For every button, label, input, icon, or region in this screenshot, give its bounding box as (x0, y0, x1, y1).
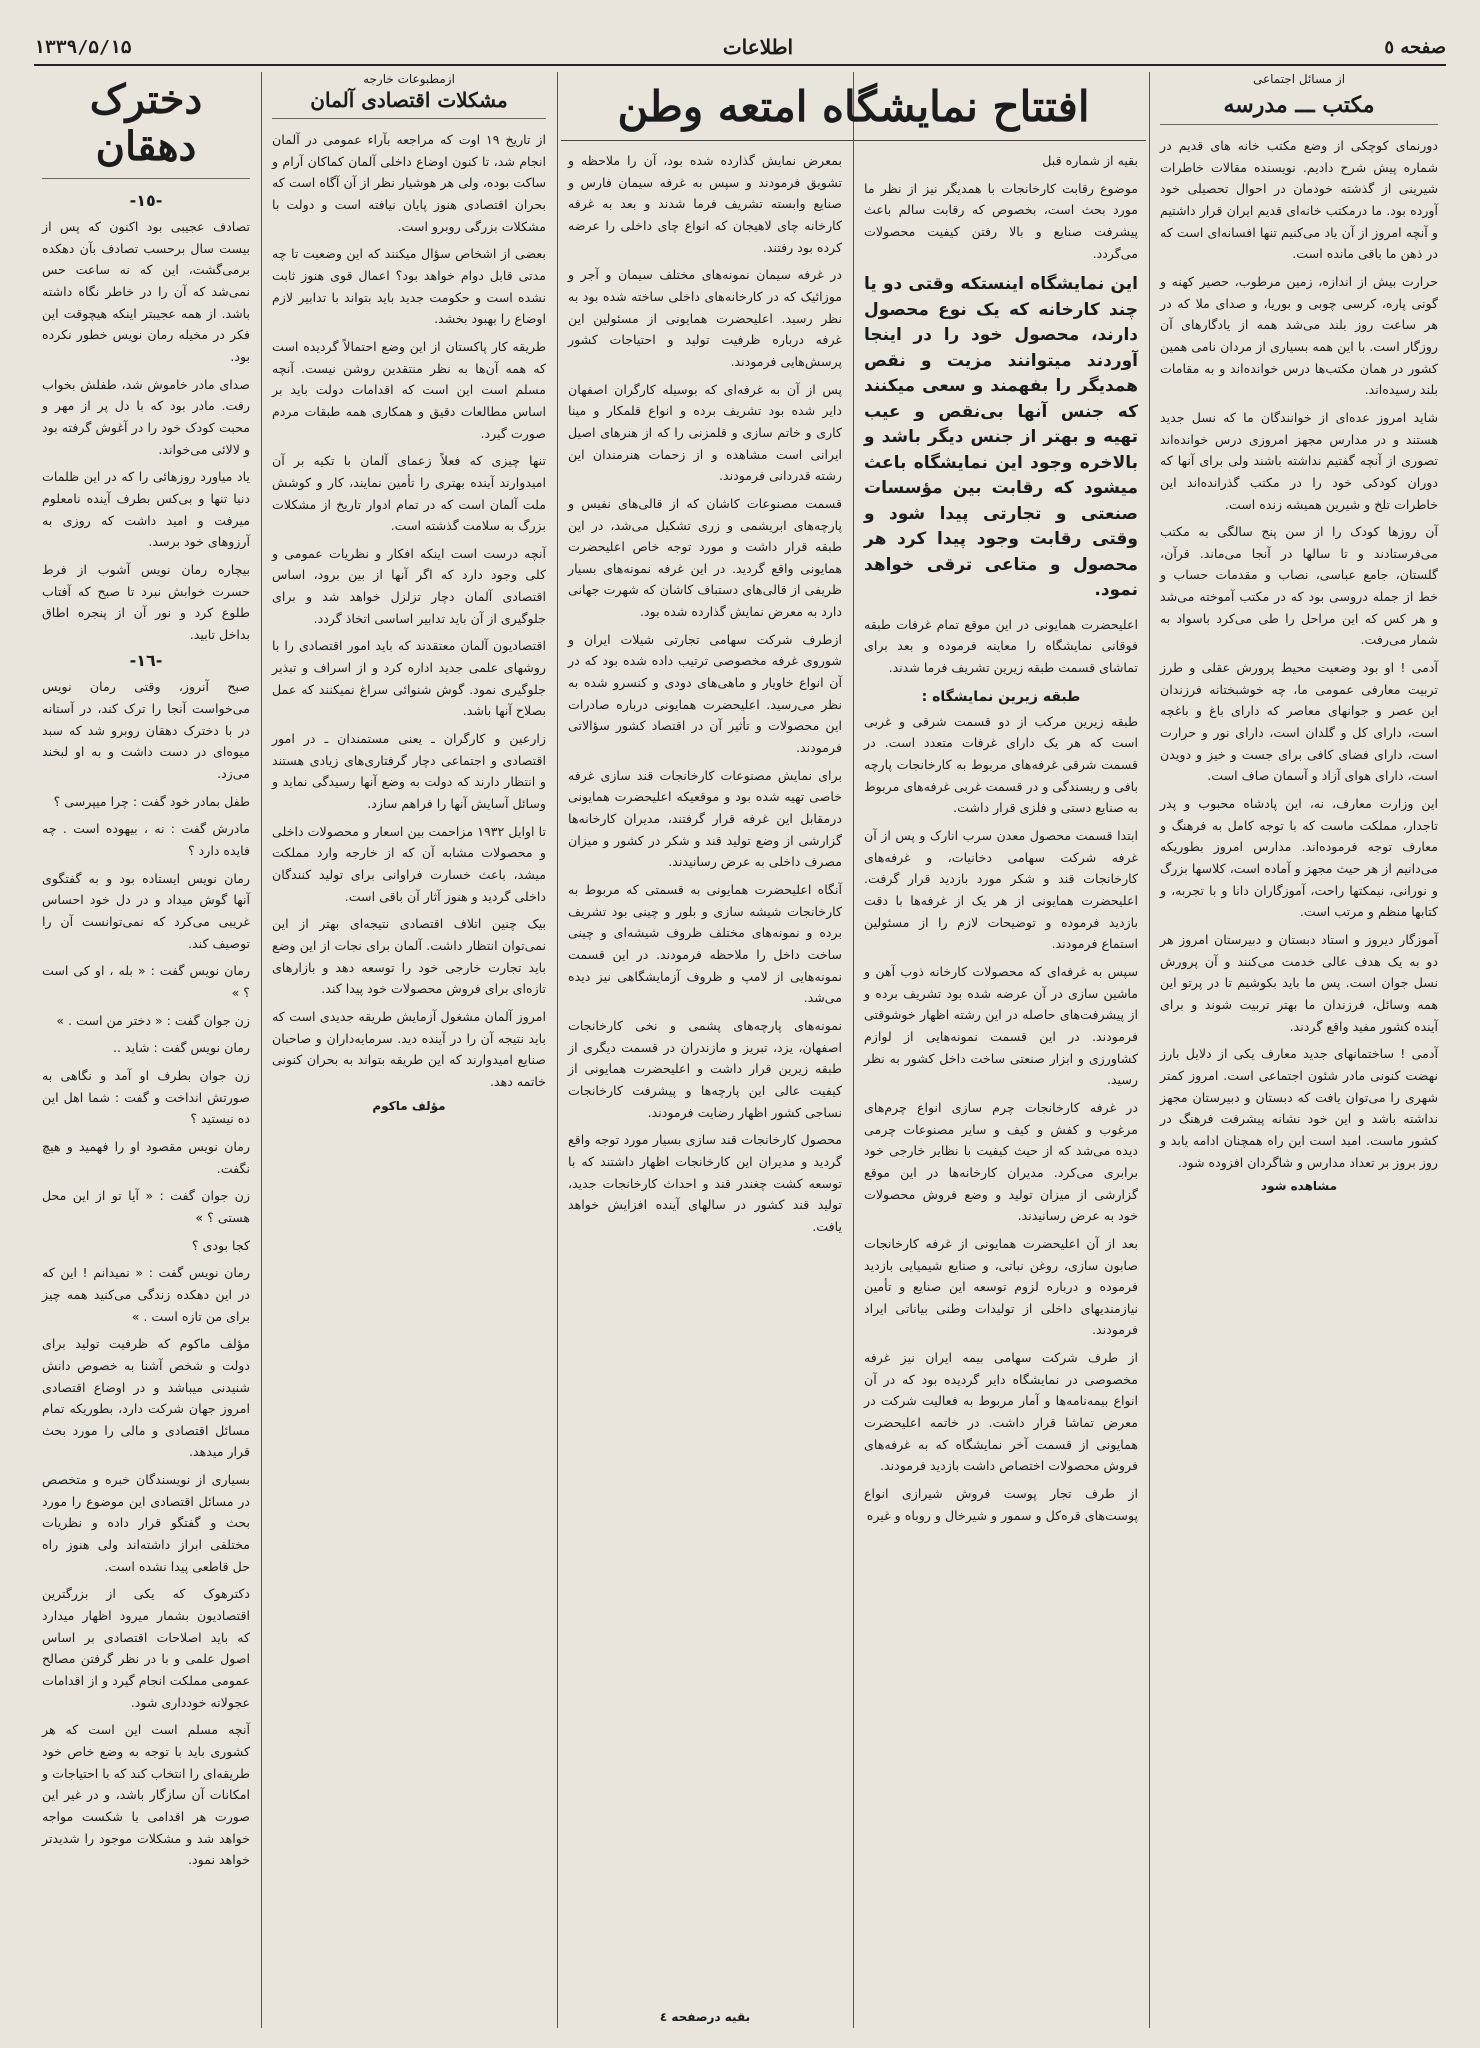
paragraph: آن روزها کودک را از سن پنج سالگی به مکتب می‌فرستادند و تا سالها در آنجا می‌ماند. قرآن، گلستان، جامع عباسی، نصاب و مقدمات حساب و خط از جمله دروسی بود که در مکتب آموخته می‌شد و هر کس که این مراحل را طی می‌کرد باسواد به شمار می‌رفت. (1160, 524, 1438, 648)
paragraph: شاید امروز عده‌ای از خوانندگان ما که نسل جدید هستند و در مدارس مجهز امروزی درس خوانده‌اند تصوری از آنچه گفتیم نداشته باشند ولی برای آنها که دوران کودکی خود را در مکتب گذرانده‌اند این خاطرات تلخ و شیرین همیشه زنده است. (1160, 409, 1438, 512)
paragraph: از طرف شرکت سهامی بیمه ایران نیز غرفه مخصوصی در نمایشگاه دایر گردیده بود که در آن انواع بیمه‌نامه‌ها و آمار مربوط به فعالیت شرکت در معرض تماشا قرار داشت. در خاتمه اعلیحضرت همایونی از قسمت آخر نمایشگاه که به غرفه‌های فروش محصولات اختصاص داشت بازدید فرمودند. (864, 1350, 1138, 1474)
paragraph: آنگاه اعلیحضرت همایونی به قسمتی که مربوط به کارخانجات شیشه سازی و بلور و چینی بود تشریف برده و نمونه‌های مختلف ظروف شیشه‌ای و چینی ساخت داخل را ملاحظه فرمودند. در این قسمت نمونه‌هایی از لامپ و ظروف آزمایشگاهی نیز دیده می‌شد. (568, 882, 842, 1006)
paragraph: آنچه درست است اینکه افکار و نظریات عمومی و کلی وجود دارد که اگر آنها از بین برود، اساس اقتصادی آلمان دچار تزلزل خواهد شد و برای جلوگیری از آن باید تدابیر اساسی اتخاذ گردد. (272, 545, 546, 626)
paragraph: یاد میاورد روزهائی را که در این ظلمات دنیا تنها و بی‌کس بطرف آینده نامعلوم میرفت و امید داشت که روزی به آرزوهای خود برسد. (42, 469, 250, 550)
paragraph: دکترهوک که یکی از بزرگترین اقتصادیون بشمار میرود اظهار میدارد که باید اصلاحات اقتصادی بر اساس اصول علمی و با در نظر گرفتن مصالح عمومی مملکت انجام گیرد و از اقدامات عجولانه خودداری شود. (42, 1586, 250, 1710)
paragraph: بیک چنین اتلاف اقتصادی نتیجه‌ای بهتر از این نمی‌توان انتظار داشت. آلمان برای نجات از این وضع باید تجارت خارجی خود را توسعه دهد و بازارهای تازه‌ای برای فروش محصولات خود پیدا کند. (272, 916, 546, 997)
paragraph: بقیه از شماره قبل (1042, 153, 1138, 168)
paragraph: امروز آلمان مشغول آزمایش طریقه جدیدی است که باید نتیجه آن را در آینده دید. سرمایه‌داران و صاحبان صنایع امیدوارند که این طریقه بتواند به بحران کنونی خاتمه دهد. (272, 1008, 546, 1089)
column-germany-economy (264, 72, 554, 2028)
paragraph: زارعین و کارگران ـ یعنی مستمندان ـ در امور اقتصادی و اجتماعی دچار گرفتاری‌های زیادی هستند و انتظار دارند که دولت به وضع آنها رسیدگی نماید و وسائل آسایش آنها را فراهم سازد. (272, 731, 546, 812)
page-label: صفحه ٥ (1384, 36, 1446, 58)
paragraph: آموزگار دیروز و استاد دبستان و دبیرستان امروز هر دو به یک هدف عالی خدمت می‌کنند و آن پرورش نسل جوان است. پس ما باید بکوشیم تا در پرتو این همه وسائل، فرزندان ما بهتر تربیت شوند و برای آینده کشور مفید واقع گردند. (1160, 931, 1438, 1034)
footnote: مؤلف ماکوم (372, 1098, 446, 1113)
column-serial-story (34, 72, 258, 2028)
story-title: دخترک دهقان (42, 76, 250, 179)
subheading: طبقه زیرین نمایشگاه : (921, 688, 1081, 705)
paragraph: سپس به غرفه‌ای که محصولات کارخانه ذوب آهن و ماشین سازی در آن عرضه شده بود تشریف برده و از پیشرفت‌های حاصله در این رشته اظهار خوشوقتی فرمودند. در این قسمت نمونه‌هایی از لوازم کشاورزی و ابزار صنعتی ساخت داخل کشور به نظر رسید. (864, 963, 1138, 1088)
section-kicker: از مسائل اجتماعی (1252, 72, 1346, 86)
paragraph: رمان نویس مقصود او را فهمید و هیچ نگفت. (42, 1138, 250, 1176)
paragraph: رمان نویس گفت : « نمیدانم ! این که در این دهکده زندگی می‌کنید همه چیز برای من تازه است . » (42, 1265, 250, 1324)
paragraph: زن جوان گفت : « دختر من است . » (56, 1012, 250, 1028)
paragraph: مادرش گفت : نه ، بیهوده است . چه فایده دارد ؟ (42, 821, 250, 859)
episode-number: -١٥- (129, 191, 163, 210)
paragraph: از طرف تجار پوست فروش شیرازی انواع پوست‌های قره‌کل و سمور و شیرخال و روباه و غیره (864, 1486, 1138, 1523)
paragraph: آدمی ! ساختمانهای جدید معارف یکی از دلایل بارز نهضت کنونی مادر شئون اجتماعی است. امروز کمتر شهری را می‌توان یافت که دبستان و دبیرستان مجهز نداشته باشد و این خود نشانه پیشرفت فرهنگ در کشور ماست. امید است این راه همچنان ادامه یابد و روز بروز بر تعداد مدارس و شاگردان افزوده شود. (1160, 1046, 1438, 1170)
paper-name: اطلاعات (722, 35, 794, 59)
main-headline: افتتاح نمایشگاه امتعه وطن (561, 72, 1146, 141)
paragraph: اعلیحضرت همایونی در این موقع تمام غرفات طبقه فوقانی نمایشگاه را معاینه فرموده و بعد برای تماشای قسمت طبقه زیرین تشریف فرما شدند. (864, 616, 1138, 676)
paragraph: برای نمایش مصنوعات کارخانجات قند سازی غرفه خاصی تهیه شده بود و موقعیکه اعلیحضرت همایونی درمقابل این غرفه قرار گرفتند، مدیران کارخانه‌ها گزارشی از وضع تولید قند و شکر در کشور و میزان مصرف داخلی به عرض رسانیدند. (568, 767, 842, 870)
paragraph: بمعرض نمایش گذارده شده بود، آن را ملاحظه و تشویق فرمودند و سپس به غرفه سیمان فارس و صنایع وابسته تشریف فرما شدند و بعد به غرفه کارخانه چای لاهیجان که انواع چای داخلی را عرضه کرده بود رفتند. (568, 153, 842, 255)
issue-date: ۱۳۳۹/۵/۱۵ (34, 36, 132, 58)
paragraph: بعد از آن اعلیحضرت همایونی از غرفه کارخانجات صابون سازی، روغن نباتی، و صنایع شیمیایی بازدید فرموده و درباره لزوم توسعه این صنایع و تأمین نیازمندیهای داخلی از تولیدات وطنی بیاناتی ایراد فرمودند. (864, 1235, 1138, 1338)
paragraph: بعضی از اشخاص سؤال میکنند که این وضعیت تا چه مدتی قابل دوام خواهد بود؟ اعمال قوی هنوز ثابت نشده است و حکومت جدید باید بتواند با تدابیر لازم اوضاع را بهبود بخشد. (272, 246, 546, 327)
paragraph: زن جوان بطرف او آمد و نگاهی به صورتش انداخت و گفت : شما اهل این ده نیستید ؟ (42, 1067, 250, 1127)
paragraph: محصول کارخانجات قند سازی بسیار مورد توجه واقع گردید و مدیران این کارخانجات اظهار داشتند که با توسعه کشت چغندر قند و احداث کارخانجات جدید، تولید قند کشور در سالهای آینده افزایش خواهد یافت. (568, 1132, 842, 1234)
paragraph: صبح آنروز، وقتی رمان نویس می‌خواست آنجا را ترک کند، در آستانه در با دخترک دهقان روبرو شد که سبد میوه‌ای در دست داشت و به او لبخند می‌زد. (42, 679, 250, 782)
masthead (34, 30, 1446, 66)
paragraph: زن جوان گفت : « آیا تو از این محل هستی ؟ » (42, 1188, 250, 1225)
lead-paragraph: این نمایشگاه اینستکه وقتی دو یا چند کارخانه که یک نوع محصول دارند، محصول خود را در اینجا آوردند میتوانند مزیت و نقص همدیگر را بفهمند و سعی میکنند که جنس آنها بی‌نقص و عیب تهیه و بهتر از جنس دیگر باشد و بالاخره وجود این نمایشگاه باعث میشود که رقابت بین مؤسسات صنعتی و تجارتی پیدا شود و وقتی رقابت وجود پیدا کرد هر محصول و متاعی ترقی خواهد نمود. (864, 274, 1138, 601)
paragraph: آنچه مسلم است این است که هر کشوری باید با توجه به وضع خاص خود طریقه‌ای را انتخاب کند که با احتیاجات و امکانات آن سازگار باشد، و در غیر این صورت هر اقدامی با شکست مواجه خواهد شد و مشکلات موجود را شدیدتر خواهد نمود. (42, 1722, 250, 1868)
paragraph: طریقه کار پاکستان از این وضع احتمالاً گردیده است که همه آن‌ها به نظر منتقدین روشن نیست. آنچه مسلم است این است که اقدامات دولت باید بر اساس مطالعات دقیق و همکاری همه طبقات مردم صورت گیرد. (272, 338, 546, 441)
paragraph: رمان نویس گفت : « بله ، او کی است ؟ » (42, 963, 250, 1000)
paragraph: تصادف عجیبی بود اکنون که پس از بیست سال برحسب تصادف بآن دهکده برمی‌گشت، این که نه ساعت حس نمی‌شد که آن را در خاطر نگاه داشته باشد. از همه عجیبتر اینکه هیچوقت این فکر در مخیله رمان نویس خطور نکرده بود. (42, 219, 250, 364)
paragraph: از تاریخ ۱۹ اوت که مراجعه بآراء عمومی در آلمان انجام شد، تا کنون اوضاع داخلی آلمان کماکان آرام و ساکت بوده، ولی هر هوشیار نظر از آن آگاه است که بحران اقتصادی هنوز پایان نیافته است و دولت با مشکلات بزرگی روبرو است. (272, 132, 546, 234)
paragraph: ازطرف شرکت سهامی تجارتی شیلات ایران و شوروی غرفه مخصوصی ترتیب داده شده بود که در آن انواع خاویار و ماهی‌های دودی و کنسرو شده به نظر می‌رسید. اعلیحضرت همایونی درباره صادرات این محصولات و تأثیر آن در اقتصاد کشور سؤالاتی فرمودند. (568, 631, 842, 756)
column-exhibition-part2 (560, 72, 850, 2028)
column-school-article (1152, 72, 1446, 2028)
paragraph: این وزارت معارف، نه، این پادشاه محبوب و پدر تاجدار، مملکت ماست که با توجه کامل به فرهنگ و معارف توجه فرموده‌اند. مدارس امروز بطوریکه می‌دانیم از هر حیث مجهز و آماده است، کلاسها بزرگ و نورانی، نیمکتها راحت، آموزگاران دانا و با تجربه، و کتابها منظم و مرتب است. (1160, 796, 1438, 920)
column-rule (261, 72, 262, 2028)
paragraph: آدمی ! او بود وضعیت محیط پرورش عقلی و طرز تربیت معارفی عمومی ما، چه خوشبختانه فرزندان این عصر و جوانهای معاصر که دارای باغ و باغچه است، دارای کل و گلدان است، دارای نور و حرارت است، دارای فضای کافی برای جست و خیز و دویدن است، دارای هوای آزاد و آسمان صاف است. (1160, 660, 1438, 784)
paragraph: در غرفه سیمان نمونه‌های مختلف سیمان و آجر و موزائیک که در کارخانه‌های داخلی ساخته شده بود به نظر رسید. اعلیحضرت همایونی از مسئولین این غرفه درباره ظرفیت تولید و احتیاجات کشور پرسش‌هایی فرمودند. (568, 267, 842, 369)
episode-number: -١٦- (129, 651, 163, 671)
columns (34, 72, 1446, 2028)
paragraph: نمونه‌های پارچه‌های پشمی و نخی کارخانجات اصفهان، یزد، تبریز و مازندران در قسمت دیگری از طبقه زیرین قرار داشت و اعلیحضرت همایونی از کیفیت عالی این پارچه‌ها و پیشرفت کارخانجات نساجی کشور اظهار رضایت فرمودند. (568, 1017, 842, 1120)
column-rule (853, 72, 854, 2028)
paragraph: تا اوایل ۱۹۳۲ مزاحمت بین اسعار و محصولات داخلی و محصولات مشابه آن که از خارجه وارد مملکت میشد، باعث خسارت فراوانی برای تولید کنندگان داخلی گردید و هنوز آثار آن باقی است. (272, 823, 546, 904)
paragraph: دورنمای کوچکی از وضع مکتب خانه های قدیم در شماره پیش شرح دادیم. نویسنده مقالات خاطرات شیرینی از گذشته خودمان در احوال تحصیلی خود آورده بود. ما درمکتب خانه‌ای قدیم ایران قرار داشتیم و آنچه امروز از آن یاد می‌کنیم تنها افسانه‌ای است که در ذهن ما باقی مانده است. (1160, 138, 1438, 262)
footnote: مشاهده شود (1260, 1179, 1338, 1194)
paragraph: بیچاره رمان نویس آشوب از فرط حسرت خوابش نبرد تا صبح که آفتاب طلوع کرد و نور آن از پنجره اطاق بداخل تابید. (42, 561, 250, 642)
section-kicker: ازمطبوعات خارجه (363, 72, 455, 86)
paragraph: بسیاری از نویسندگان خبره و متخصص در مسائل اقتصادی این موضوع را مورد بحث و گفتگو قرار داده و نظریات مختلفی ابراز داشته‌اند ولی هنوز راه حل قاطعی پیدا نشده است. (42, 1472, 250, 1574)
paragraph: طبقه زیرین مرکب از دو قسمت شرقی و غربی است که هر یک دارای غرفات متعدد است. در قسمت شرقی غرفه‌های مربوط به کارخانجات پارچه بافی و ریسندگی و در قسمت غربی غرفه‌های مربوط به صنایع دستی و فلزی قرار داشت. (864, 713, 1138, 816)
paragraph: موضوع رقابت کارخانجات با همدیگر نیز از نظر ما مورد بحث است، بخصوص که رقابت سالم باعث پیشرفت صنایع و بالا رفتن کیفیت محصولات می‌گردد. (864, 180, 1138, 261)
paragraph: صدای مادر خاموش شد، طفلش بخواب رفت. مادر بود که با دل پر از مهر و محبت کودک خود را در آغوش گرفته بود و لالائی می‌خواند. (42, 376, 250, 457)
column-rule (1149, 72, 1150, 2028)
continued-note: بقیه درصفحه ٤ (659, 2010, 751, 2024)
paragraph: پس از آن به غرفه‌ای که بوسیله کارگران اصفهان دایر شده بود تشریف برده و انواع قلمکار و مینا کاری و خاتم سازی و قلمزنی را که از هنرهای اصیل ایرانی است مشاهده و از زحمات هنرمندان این رشته قدردانی فرمودند. (568, 381, 842, 484)
paragraph: ابتدا قسمت محصول معدن سرب انارک و پس از آن غرفه شرکت سهامی دخانیات، و غرفه‌های کارخانجات قند و شکر مورد بازدید قرار گرفت. اعلیحضرت همایونی از هر یک از غرفه‌ها با دقت بازدید فرموده و توضیحات لازم را از مسئولین استماع فرمودند. (864, 828, 1138, 952)
paragraph: قسمت مصنوعات کاشان که از قالی‌های نفیس و پارچه‌های ابریشمی و زری تشکیل می‌شد، در این طبقه قرار داشت و مورد توجه خاص اعلیحضرت همایونی واقع گردید. در این غرفه نمونه‌های بسیار ظریفی از قالی‌های دستباف کاشان که شهرت جهانی دارد به معرض نمایش گذارده شده بود. (568, 495, 842, 620)
paragraph: تنها چیزی که فعلاً زعمای آلمان با تکیه بر آن امیدوارند آینده بهتری را تأمین نمایند، کار و کوشش ملت آلمان است که در تمام ادوار تاریخ از مشکلات بزرگ به سلامت گذشته است. (272, 453, 546, 534)
paragraph: در غرفه کارخانجات چرم سازی انواع چرم‌های مرغوب و کفش و کیف و سایر مصنوعات چرمی دیده می‌شد که از حیث کیفیت با نظایر خارجی خود برابری می‌کرد. مدیران کارخانه‌ها در این موقع گزارشی از میزان تولید و وضع فروش محصولات خود به عرض رسانیدند. (864, 1099, 1138, 1224)
paragraph: طفل بمادر خود گفت : چرا میپرسی ؟ (53, 793, 250, 809)
paragraph: کجا بودی ؟ (191, 1237, 250, 1253)
column-rule (557, 72, 558, 2028)
column-exhibition-part1 (856, 72, 1146, 2028)
paragraph: مؤلف ماکوم که ظرفیت تولید برای دولت و شخص آشنا به خصوص دانش شنیدنی میباشد و در اوضاع اقتصادی امروز جهان شرکت دارد، بطوریکه تمام مسائل اقتصادی و مالی را مورد بحث قرار میدهد. (42, 1336, 250, 1460)
paragraph: رمان نویس گفت : شاید .. (113, 1040, 250, 1056)
paragraph: حرارت بیش از اندازه، زمین مرطوب، حصیر کهنه و گونی پاره، کرسی چوبی و بوریا، و صدای ملا که در هر ساعت روز بلند می‌شد همه از یادگارهای آن روزگار است. با این همه بسیاری از مردان نامی همین کشور در همان مکتب‌ها درس خوانده‌اند و به مقامات بلند رسیده‌اند. (1160, 273, 1438, 398)
article-title: مشکلات اقتصادی آلمان (272, 88, 546, 119)
paragraph: اقتصادیون آلمان معتقدند که باید امور اقتصادی را با روشهای علمی جدید اداره کرد و از اسراف و تبذیر جلوگیری نمود. گوش شنوائی سراغ نمیکنند که عمل بصلاح آنها باشد. (272, 638, 546, 719)
article-title: مکتب ـــ مدرسه (1160, 92, 1438, 125)
paragraph: رمان نویس ایستاده بود و به گفتگوی آنها گوش میداد و در دل خود احساس غریبی می‌کرد که نمی‌توانست آن را توصیف کند. (42, 870, 250, 951)
